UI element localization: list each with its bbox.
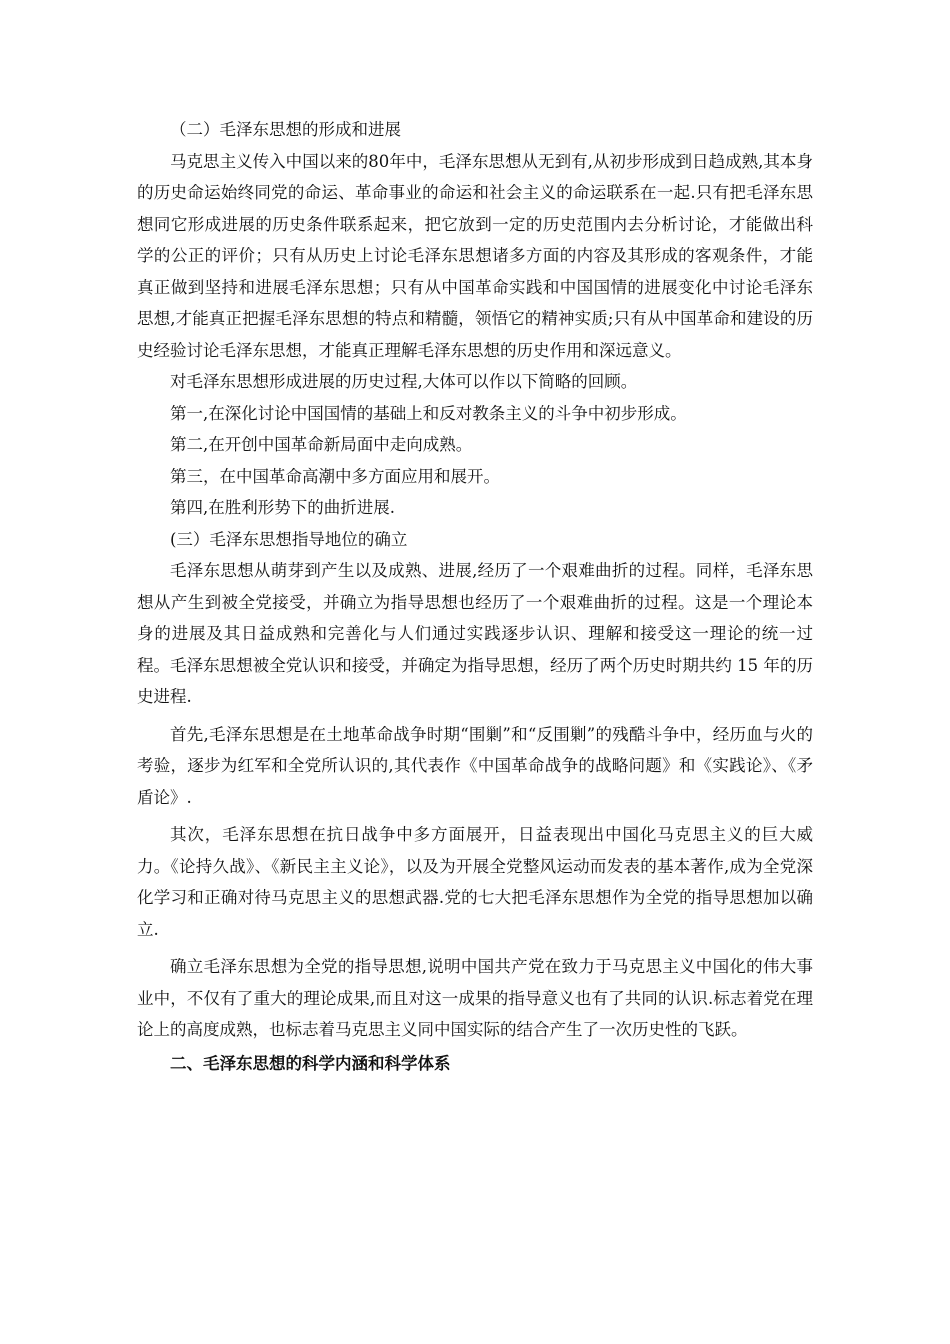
paragraph-first-period: 首先,毛泽东思想是在土地革命战争时期“围剿”和“反围剿”的残酷斗争中，经历血与火的考验，逐步为红军和全党所认识的,其代表作《中国革命战争的战略问题》和《实践论》、《矛盾论》. <box>137 724 813 807</box>
paragraph-guiding-process: 毛泽东思想从萌芽到产生以及成熟、进展,经历了一个艰难曲折的过程。同样，毛泽东思想从产生到被全党接受，并确立为指导思想也经历了一个艰难曲折的过程。这是一个理论本身的进展及其日益成熟和完善化与人们通过实践逐步认识、理解和接受这一理论的统一过程。毛泽东思想被全党认识和接受，并确定为指导思想，经历了两个历史时期共约 15 年的历史进程. <box>137 561 813 706</box>
list-item-fourth: 第四,在胜利形势下的曲折进展. <box>170 498 395 517</box>
subsection-heading-formation: （二）毛泽东思想的形成和进展 <box>170 120 401 139</box>
list-item-third: 第三，在中国革命高潮中多方面应用和展开。 <box>170 466 500 486</box>
paragraph-review-intro: 对毛泽东思想形成进展的历史过程,大体可以作以下简略的回顾。 <box>170 372 638 391</box>
paragraph-second-period: 其次，毛泽东思想在抗日战争中多方面展开，日益表现出中国化马克思主义的巨大威力。《论持久战》、《新民主主义论》，以及为开展全党整风运动而发表的基本著作,成为全党深化学习和正确对待马克思主义的思想武器.党的七大把毛泽东思想作为全党的指导思想加以确立. <box>137 825 813 939</box>
list-item-first: 第一,在深化讨论中国国情的基础上和反对教条主义的斗争中初步形成。 <box>170 403 687 423</box>
subsection-heading-guiding-status: (三）毛泽东思想指导地位的确立 <box>170 529 408 549</box>
paragraph-significance: 确立毛泽东思想为全党的指导思想,说明中国共产党在致力于马克思主义中国化的伟大事业中，不仅有了重大的理论成果,而且对这一成果的指导意义也有了共同的认识.标志着党在理论上的高度成熟，也标志着马克思主义同中国实际的结合产生了一次历史性的飞跃。 <box>137 957 813 1039</box>
document-body <box>137 114 813 1079</box>
list-item-second: 第二,在开创中国革命新局面中走向成熟。 <box>170 435 473 454</box>
section-heading-scientific-system: 二、毛泽东思想的科学内涵和科学体系 <box>170 1053 451 1073</box>
paragraph-history-intro: 马克思主义传入中国以来的80年中，毛泽东思想从无到有,从初步形成到日趋成熟,其本身的历史命运始终同党的命运、革命事业的命运和社会主义的命运联系在一起.只有把毛泽东思想同它形成进展的历史条件联系起来，把它放到一定的历史范围内去分析讨论，才能做出科学的公正的评价；只有从历史上讨论毛泽东思想诸多方面的内容及其形成的客观条件，才能真正做到坚持和进展毛泽东思想；只有从中国革命实践和中国国情的进展变化中讨论毛泽东思想,才能真正把握毛泽东思想的特点和精髓，领悟它的精神实质;只有从中国革命和建设的历史经验讨论毛泽东思想，才能真正理解毛泽东思想的历史作用和深远意义。 <box>137 151 813 360</box>
